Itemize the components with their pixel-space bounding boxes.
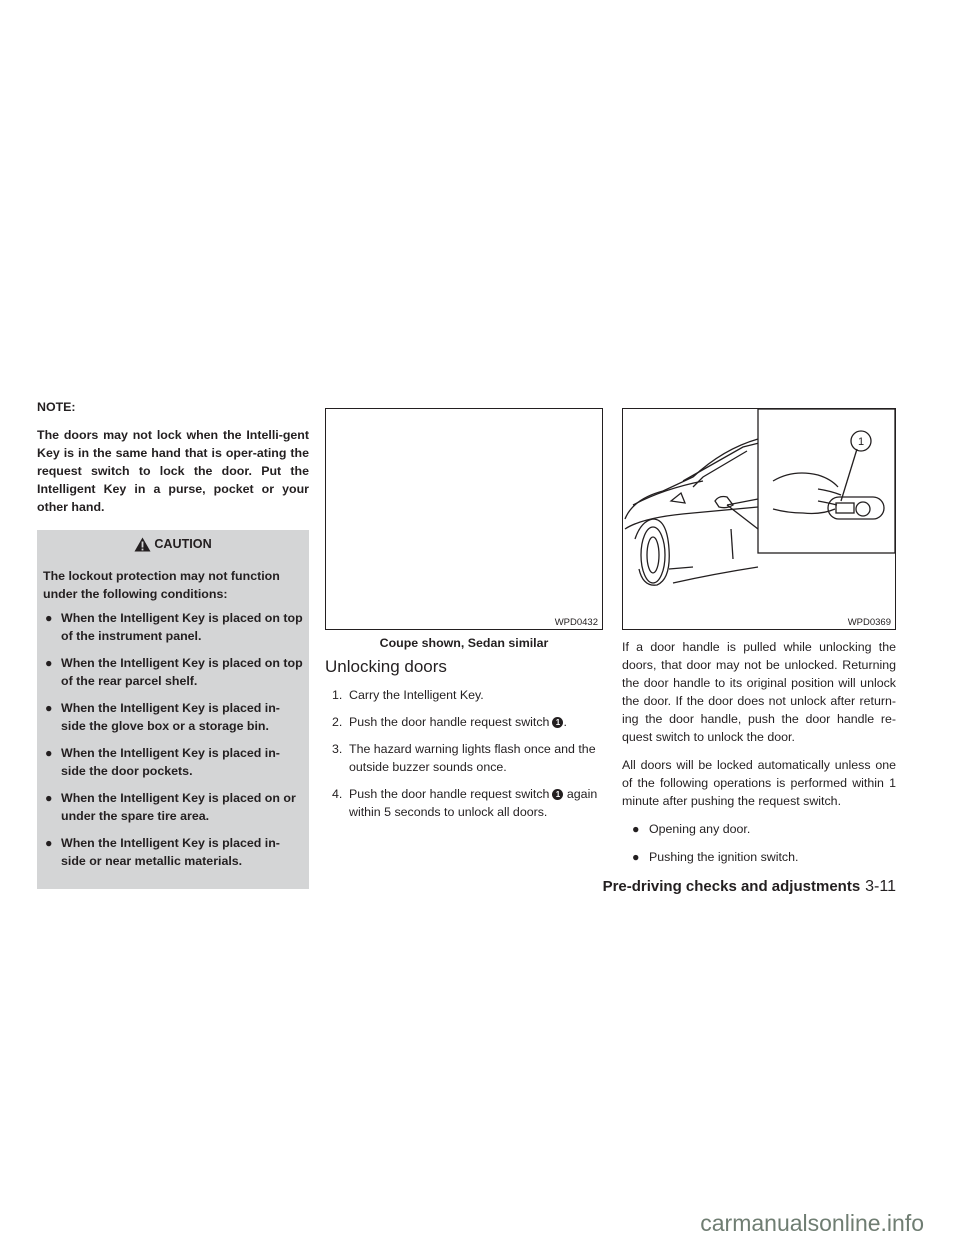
- figure-code: WPD0432: [554, 617, 598, 628]
- middle-column: [325, 398, 603, 830]
- caution-title: CAUTION: [154, 537, 212, 551]
- bullet-icon: ●: [45, 836, 53, 850]
- right-column: [622, 398, 896, 876]
- footer-section-title: Pre-driving checks and adjustments: [602, 878, 861, 895]
- operations-list: [622, 820, 896, 866]
- step-item: 3. The hazard warning lights flash once and the outside buzzer sounds once.: [332, 742, 596, 774]
- left-column: [37, 398, 309, 889]
- callout-number-icon: 1: [552, 789, 563, 800]
- caution-item: ● When the Intelligent Key is placed in-side or near metallic materials.: [45, 836, 280, 868]
- figure-caption: Coupe shown, Sedan similar: [379, 636, 549, 650]
- car-door-handle-illustration: [623, 409, 895, 629]
- list-item: ● Opening any door.: [632, 822, 751, 836]
- caution-header: [43, 530, 303, 559]
- door-handle-figure: [622, 408, 896, 630]
- page-number: 3-11: [865, 878, 896, 895]
- caution-box: [37, 530, 309, 889]
- warning-icon: [134, 537, 151, 552]
- paragraph: All doors will be locked automatically unless one of the following operations is performed within 1 minute after pushing the request switch.: [622, 758, 896, 808]
- bullet-icon: ●: [632, 850, 640, 864]
- step-item: 4. Push the door handle request switch 1 again within 5 seconds to unlock all doors.: [332, 787, 598, 819]
- caution-item: ● When the Intelligent Key is placed in-side the door pockets.: [45, 746, 280, 778]
- figure-code: WPD0369: [847, 617, 891, 628]
- step-item: 1. Carry the Intelligent Key.: [332, 688, 484, 702]
- section-title: Unlocking doors: [325, 657, 447, 676]
- list-item: ● Pushing the ignition switch.: [632, 850, 799, 864]
- page-footer: [560, 878, 896, 896]
- bullet-icon: ●: [632, 822, 640, 836]
- watermark: carmanualsonline.info: [0, 1204, 960, 1242]
- caution-item: ● When the Intelligent Key is placed on top of the instrument panel.: [45, 611, 303, 643]
- paragraph: If a door handle is pulled while unlocking the doors, that door may not be unlocked. Returning the door handle to its original position will unlock the door. If the door does not unlock after return-ing the door handle, push the door handle re-quest switch to unlock the door.: [622, 640, 896, 744]
- caution-intro: The lockout protection may not function under the following conditions:: [43, 569, 280, 601]
- bullet-icon: ●: [45, 611, 53, 625]
- bullet-icon: ●: [45, 746, 53, 760]
- callout-number-icon: 1: [552, 717, 563, 728]
- caution-item: ● When the Intelligent Key is placed in-side the glove box or a storage bin.: [45, 701, 280, 733]
- bullet-icon: ●: [45, 656, 53, 670]
- steps-list: [325, 686, 603, 821]
- note-label: NOTE:: [37, 400, 76, 414]
- callout-label: 1: [857, 436, 865, 448]
- caution-item: ● When the Intelligent Key is placed on top of the rear parcel shelf.: [45, 656, 303, 688]
- note-body: The doors may not lock when the Intelli-gent Key is in the same hand that is oper-ating the request switch to lock the door. Put the Intelligent Key in a purse, pocket or your other hand.: [37, 428, 309, 514]
- caution-item: ● When the Intelligent Key is placed on or under the spare tire area.: [45, 791, 296, 823]
- bullet-icon: ●: [45, 791, 53, 805]
- figure-blank: [325, 408, 603, 630]
- bullet-icon: ●: [45, 701, 53, 715]
- caution-list: [43, 609, 303, 870]
- step-item: 2. Push the door handle request switch 1 .: [332, 715, 567, 729]
